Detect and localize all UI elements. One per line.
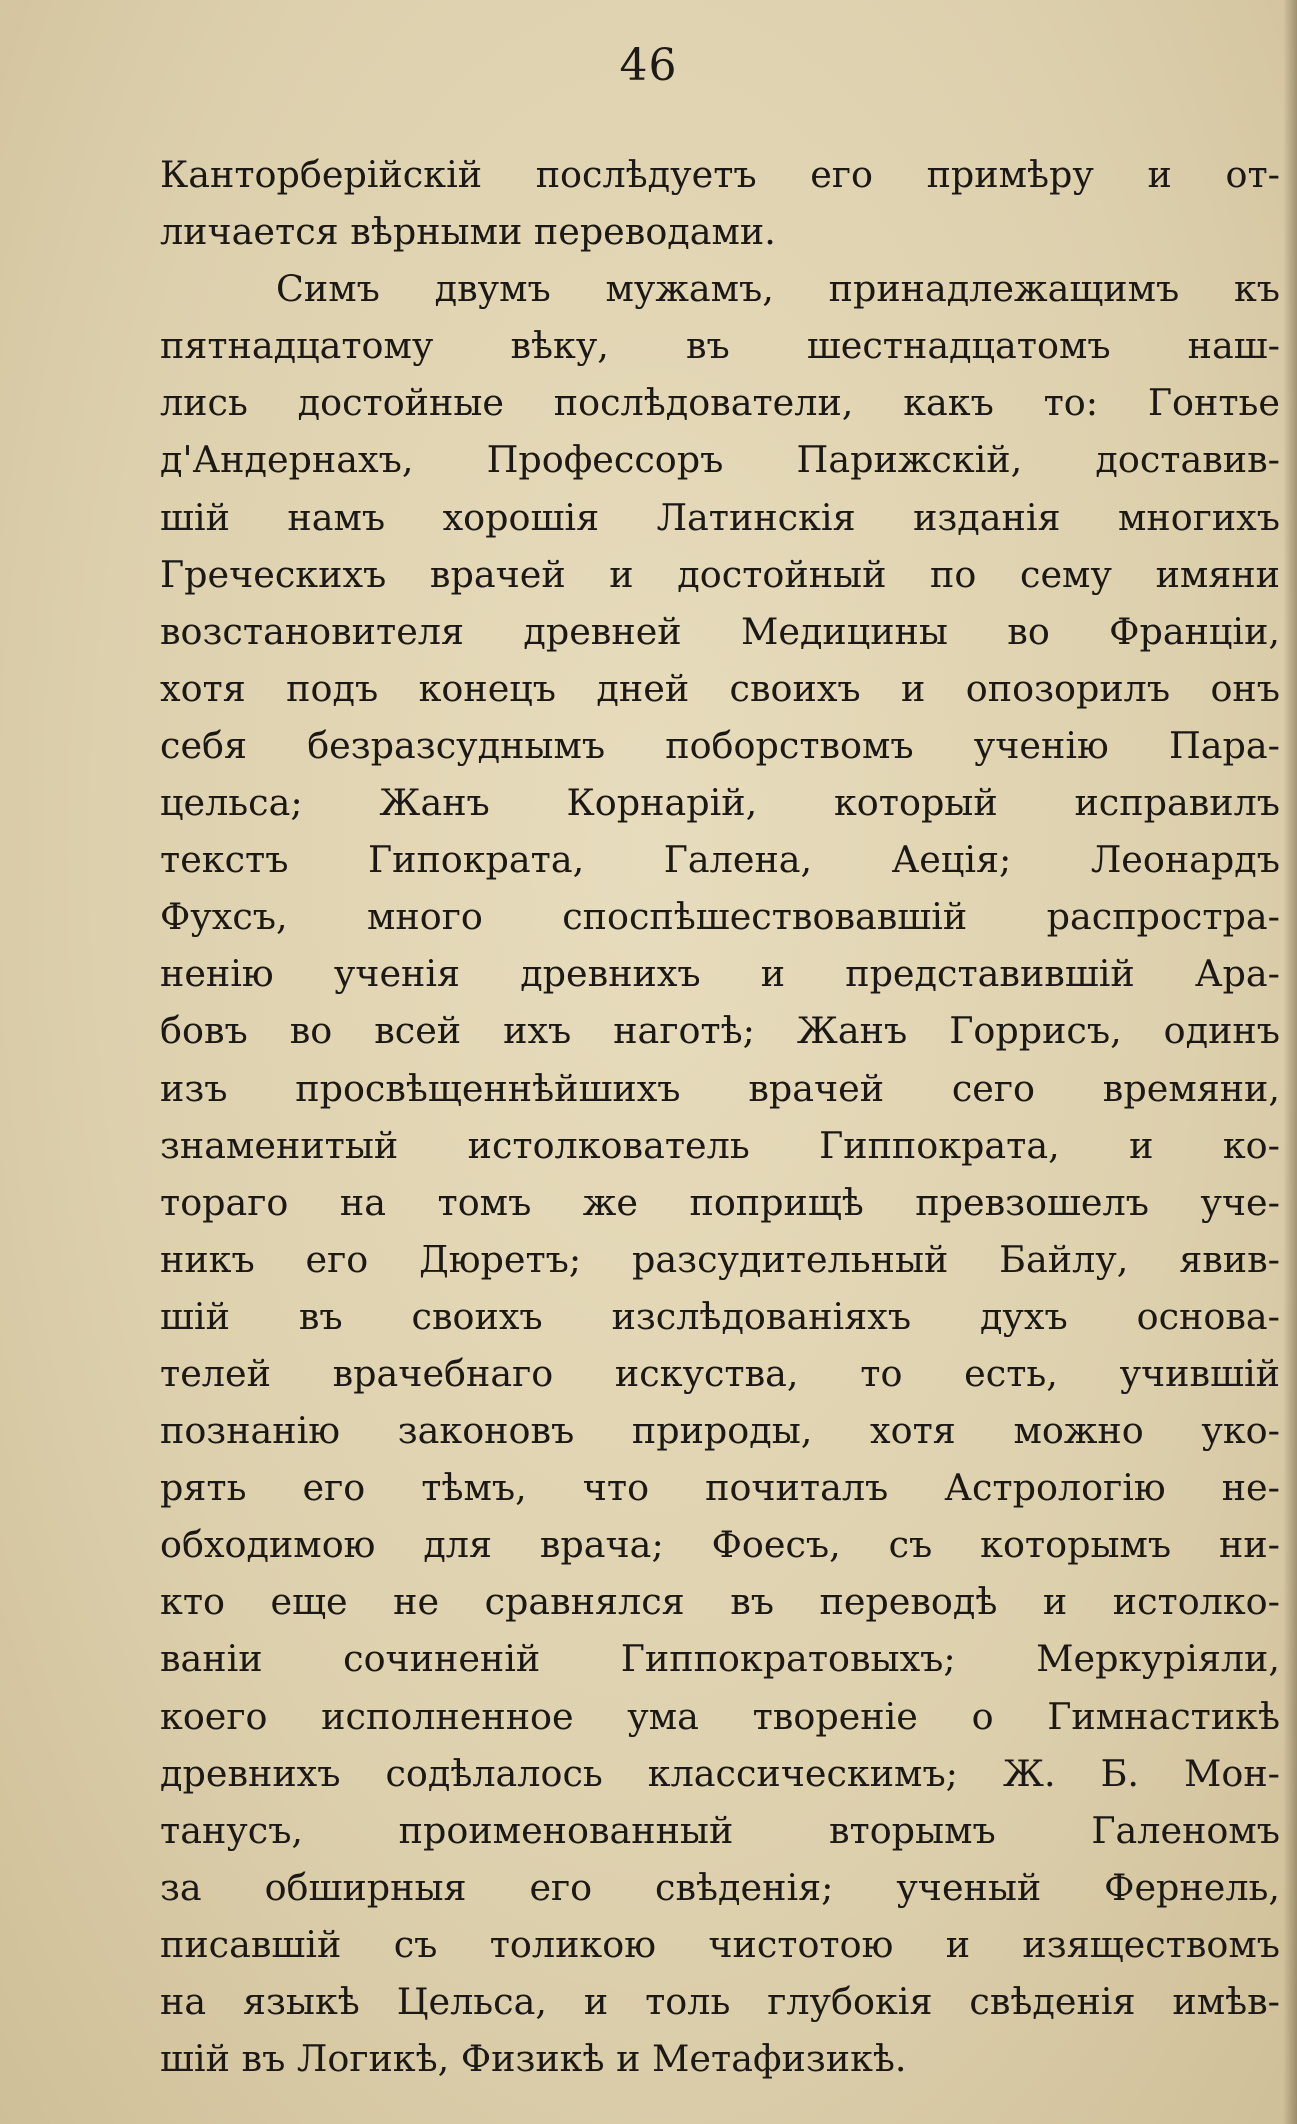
text-line: рять его тѣмъ, что почиталъ Астрологію не-: [160, 1466, 1280, 1510]
text-line: Симъ двумъ мужамъ, принадлежащимъ къ: [276, 267, 1280, 311]
text-line: на языкѣ Цельса, и толь глубокія свѣденія имѣв-: [160, 1980, 1280, 2023]
text-line: никъ его Дюретъ; разсудительный Байлу, явив-: [160, 1237, 1280, 1281]
text-line: лись достойные послѣдователи, какъ то: Гонтье: [160, 381, 1280, 425]
text-line: писавшій съ толикою чистотою и изяществомъ: [160, 1922, 1280, 1966]
text-line: хотя подъ конецъ дней своихъ и опозорилъ онъ: [160, 666, 1280, 710]
text-line: познанію законовъ природы, хотя можно уко-: [160, 1409, 1280, 1453]
text-line: шій въ Логикѣ, Физикѣ и Метафизикѣ.: [160, 2037, 907, 2081]
text-line: танусъ, проименованный вторымъ Галеномъ: [160, 1808, 1280, 1852]
text-line: д'Андернахъ, Профессоръ Парижскій, доставив-: [160, 438, 1280, 482]
text-line: телей врачебнаго искуства, то есть, учившій: [160, 1351, 1280, 1395]
text-line: знаменитый истолкователь Гиппократа, и ко-: [160, 1123, 1280, 1167]
text-line: возстановителя древней Медицины во Франціи,: [160, 609, 1280, 653]
text-line: тораго на томъ же поприщѣ превзошелъ уче-: [160, 1180, 1280, 1224]
page-number: 46: [619, 40, 678, 91]
text-line: обходимою для врача; Фоесъ, съ которымъ ни-: [160, 1523, 1280, 1567]
text-line: шій намъ хорошія Латинскія изданія многихъ: [160, 495, 1280, 539]
text-line: цельса; Жанъ Корнарій, который исправилъ: [160, 781, 1280, 825]
text-line: коего исполненное ума твореніе о Гимнастикѣ: [160, 1694, 1280, 1738]
text-line: бовъ во всей ихъ наготѣ; Жанъ Горрисъ, одинъ: [160, 1009, 1280, 1053]
text-line: Фухсъ, много споспѣшествовавшій распростра-: [160, 895, 1280, 939]
body-text: [160, 146, 1280, 2087]
text-line: ваніи сочиненій Гиппократовыхъ; Меркуріяли,: [160, 1637, 1280, 1681]
text-line: Греческихъ врачей и достойный по сему имяни: [160, 552, 1280, 596]
text-line: древнихъ содѣлалось классическимъ; Ж. Б. Мон-: [160, 1751, 1280, 1795]
text-line: себя безразсуднымъ поборствомъ ученію Пара-: [160, 723, 1280, 767]
text-line: Канторберійскій послѣдуетъ его примѣру и от-: [160, 153, 1280, 196]
text-line: личается вѣрными переводами.: [160, 210, 776, 254]
text-line: за обширныя его свѣденія; ученый Фернель,: [160, 1865, 1280, 1909]
page-edge-shadow: [1283, 0, 1297, 2124]
text-line: текстъ Гипократа, Галена, Аеція; Леонардъ: [160, 838, 1280, 882]
text-line: кто еще не сравнялся въ переводѣ и истолко-: [160, 1580, 1280, 1624]
text-line: изъ просвѣщеннѣйшихъ врачей сего времяни,: [160, 1066, 1280, 1110]
text-line: пятнадцатому вѣку, въ шестнадцатомъ наш-: [160, 324, 1280, 368]
text-line: ненію ученія древнихъ и представившій Ара-: [160, 952, 1280, 996]
text-line: шій въ своихъ изслѣдованіяхъ духъ основа-: [160, 1294, 1280, 1338]
